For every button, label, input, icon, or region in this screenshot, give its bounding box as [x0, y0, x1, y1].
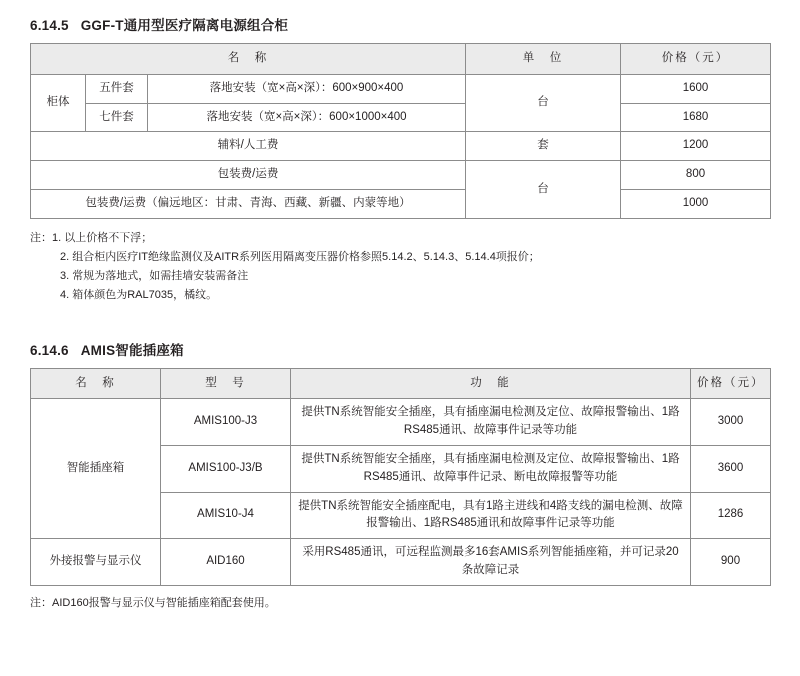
notes-label: 注：	[30, 231, 52, 244]
cell-price: 1286	[691, 492, 771, 539]
note-text: 3. 常规为落地式，如需挂墙安装需备注	[60, 269, 249, 282]
cell-function: 提供TN系统智能安全插座配电，具有1路主进线和4路支线的漏电检测、故障报警输出、1路RS485通讯和故障事件记录等功能	[291, 492, 691, 539]
note-text: 1. 以上价格不下浮；	[52, 231, 153, 244]
cell-model: AMIS100-J3	[161, 399, 291, 446]
cell-function: 采用RS485通讯，可远程监测最多16套AMIS系列智能插座箱，并可记录20条故障记录	[291, 539, 691, 586]
section-heading-6-14-6	[30, 339, 770, 359]
cell-price: 3600	[691, 445, 771, 492]
note-text: 4. 箱体颜色为RAL7035，橘纹。	[60, 288, 218, 301]
note-line	[30, 248, 770, 267]
table-row	[31, 103, 771, 132]
header-function: 功 能	[291, 368, 691, 399]
header-model: 型 号	[161, 368, 291, 399]
cell-price: 1680	[621, 103, 771, 132]
cell-price: 3000	[691, 399, 771, 446]
note-text: 2. 组合柜内医疗IT绝缘监测仪及AITR系列医用隔离变压器价格参照5.14.2、5.14.3、5.14.4项报价；	[60, 250, 540, 263]
note-line	[30, 229, 770, 248]
table-row	[31, 132, 771, 161]
table-row	[31, 161, 771, 190]
header-price: 价格（元）	[621, 44, 771, 75]
table-row	[31, 190, 771, 219]
note-line	[30, 286, 770, 305]
cell-price: 800	[621, 161, 771, 190]
section-number: 6.14.6	[30, 342, 69, 358]
note-line	[30, 267, 770, 286]
notes-block-1	[30, 229, 770, 305]
cell-function: 提供TN系统智能安全插座，具有插座漏电检测及定位、故障报警输出、1路RS485通讯、故障事件记录等功能	[291, 399, 691, 446]
cell-group-cabinet: 柜体	[31, 74, 86, 132]
section-title-text: AMIS智能插座箱	[80, 342, 184, 358]
header-name: 名 称	[31, 368, 161, 399]
cell-product-name: 智能插座箱	[31, 399, 161, 539]
cell-unit: 套	[466, 132, 621, 161]
cell-model: AMIS100-J3/B	[161, 445, 291, 492]
cell-price: 900	[691, 539, 771, 586]
table-amis-socket-box	[30, 368, 771, 586]
cell-description: 落地安装（宽×高×深）：600×1000×400	[148, 103, 466, 132]
cell-subtype: 七件套	[86, 103, 148, 132]
cell-description: 包装费/运费（偏远地区：甘肃、青海、西藏、新疆、内蒙等地）	[31, 190, 466, 219]
cell-subtype: 五件套	[86, 74, 148, 103]
table-row	[31, 74, 771, 103]
header-price: 价格（元）	[691, 368, 771, 399]
cell-function: 提供TN系统智能安全插座，具有插座漏电检测及定位、故障报警输出、1路RS485通讯、故障事件记录、断电故障报警等功能	[291, 445, 691, 492]
section-spacer	[30, 305, 770, 339]
cell-description: 包装费/运费	[31, 161, 466, 190]
section-number: 6.14.5	[30, 18, 69, 33]
cell-price: 1600	[621, 74, 771, 103]
table-header-row	[31, 44, 771, 75]
cell-model: AMIS10-J4	[161, 492, 291, 539]
table-row	[31, 399, 771, 446]
table-row	[31, 539, 771, 586]
cell-unit: 台	[466, 74, 621, 132]
header-unit: 单 位	[466, 44, 621, 75]
cell-description: 辅料/人工费	[31, 132, 466, 161]
table-power-cabinet	[30, 43, 771, 219]
cell-description: 落地安装（宽×高×深）：600×900×400	[148, 74, 466, 103]
note-text: 注：AID160报警与显示仪与智能插座箱配套使用。	[30, 596, 276, 609]
section-heading-6-14-5	[30, 14, 770, 34]
cell-product-name: 外接报警与显示仪	[31, 539, 161, 586]
cell-model: AID160	[161, 539, 291, 586]
cell-unit: 台	[466, 161, 621, 219]
header-name: 名 称	[31, 44, 466, 75]
cell-price: 1200	[621, 132, 771, 161]
notes-block-2	[30, 594, 770, 610]
section-title-text: GGF-T通用型医疗隔离电源组合柜	[80, 18, 289, 33]
cell-price: 1000	[621, 190, 771, 219]
table-header-row	[31, 368, 771, 399]
